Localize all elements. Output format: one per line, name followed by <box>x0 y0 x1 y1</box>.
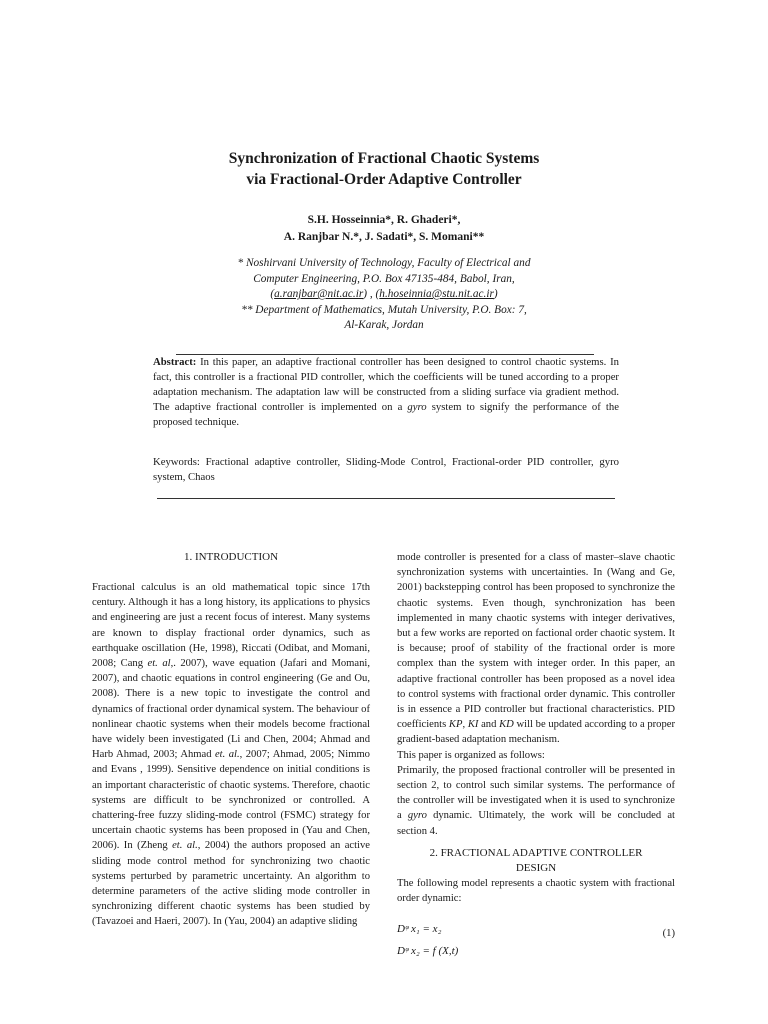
authors-line-2: A. Ranjbar N.*, J. Sadati*, S. Momani** <box>283 231 485 243</box>
email-link-1[interactable]: a.ranjbar@nit.ac.ir <box>274 288 364 300</box>
affil-emails <box>0 287 768 303</box>
coef-sep: , <box>462 719 468 731</box>
coef-and: and <box>478 719 500 731</box>
right-column <box>397 550 675 962</box>
title-line-1: Synchronization of Fractional Chaotic Systems <box>228 150 540 167</box>
coef-ki: KI <box>467 719 479 731</box>
intro-text-c: , 2007; Ahmad, 2005; Nimmo and Evans , 1999). Sensitive dependence on initial conditions is an important characteristic of chaotic systems. Therefore, chaotic systems are difficult to be synchronized or controlled. A chattering-free fuzzy sliding-mode control (FSMC) strategy for uncertain chaotic systems has been proposed in (Yau and Chen, 2006). In (Zheng <box>92 749 370 852</box>
coef-kd: KD <box>499 719 514 731</box>
abstract <box>153 355 619 430</box>
affiliations <box>0 256 768 334</box>
intro-text-d: , 2004) the authors proposed an active sliding mode control method for synchronizing two chaotic systems perturbed by parametric uncertainty. An algorithm to determine parameters of the active sliding mode controller in synchronizing different chaotic systems has been studied by (Tavazoei and Haeri, 2007). In (Yau, 2004) an adaptive sliding <box>92 840 370 928</box>
authors-line-1: S.H. Hosseinnia*, R. Ghaderi*, <box>307 214 461 226</box>
equation-1 <box>397 918 675 962</box>
paper-title <box>0 148 768 190</box>
right-gyro: gyro <box>407 810 427 822</box>
right-text-b: will be updated according to a proper gradient-based adaptation mechanism. <box>397 719 676 746</box>
equation-line-2: Dᵠ x₂ = f (X,t) <box>397 945 459 958</box>
left-column <box>92 550 370 930</box>
intro-text-a: Fractional calculus is an old mathematical topic since 17th century. Although it has a long history, its applications to physics and engineering are just a recent focus of interest. Many systems are known to display fractional order dynamics, such as earthquake oscillation (He, 1998), Riccati (Odibat, and Momani, 2008; Cang <box>92 582 370 670</box>
section-heading-2-line-1: 2. FRACTIONAL ADAPTIVE CONTROLLER <box>429 846 643 859</box>
section-heading-2 <box>397 846 675 876</box>
section-heading-2-line-2: DESIGN <box>515 861 557 874</box>
right-paragraph-3 <box>397 763 675 839</box>
affil-line-1: * Noshirvani University of Technology, Faculty of Electrical and <box>237 257 531 269</box>
abstract-label: Abstract: <box>153 356 197 368</box>
intro-text-b: ,. 2007), wave equation (Jafari and Momani, 2007), and chaotic equations in control engineering (Ge and Ou, 2008). There is a new topic to investigate the control and dynamics of fractional order dynamical system. The behaviour of nonlinear chaotic systems when their models become fractional have widely been investigated (Li and Chen, 2004; Ahmad and Harb Ahmad, 2003; Ahmad <box>92 658 370 761</box>
abstract-text-a: In this paper, an adaptive fractional controller has been designed to control chaotic systems. In fact, this controller is a fractional PID controller, which the coefficients will be tuned according to a proper adaptation mechanism. The adaptation law will be constructed from a sliding surface via gradient method. The adaptive fractional controller is implemented on a <box>153 356 619 413</box>
keywords: Keywords: Fractional adaptive controller, Sliding-Mode Control, Fractional-order PID controller, gyro system, Chaos <box>153 456 619 483</box>
email-separator: ) , ( <box>363 288 380 300</box>
abstract-gyro: gyro <box>407 401 427 413</box>
right-paragraph-4: The following model represents a chaotic system with fractional order dynamic: <box>397 877 675 905</box>
section-heading-introduction: 1. INTRODUCTION <box>183 551 279 563</box>
email-close: ) <box>493 288 498 300</box>
right-text-d: dynamic. Ultimately, the work will be concluded at section 4. <box>397 810 675 837</box>
right-paragraph-1 <box>397 550 675 748</box>
abstract-text-b: system to signify the performance of the proposed technique. <box>153 401 619 428</box>
equation-line-1: Dᵠ x₁ = x₂ <box>397 923 442 936</box>
equation-number: (1) <box>662 928 675 940</box>
authors <box>0 212 768 246</box>
intro-etal-1: et. al <box>147 658 171 670</box>
email-link-2[interactable]: h.hoseinnia@stu.nit.ac.ir <box>379 288 494 300</box>
affil-line-4: ** Department of Mathematics, Mutah University, P.O. Box: 7, <box>241 303 527 316</box>
intro-etal-3: et. al. <box>172 840 198 852</box>
intro-paragraph <box>92 580 370 930</box>
right-text-a: mode controller is presented for a class of master–slave chaotic synchronization systems with uncertainties. In (Wang and Ge, 2001) backstepping control has been proposed to synchronize the chaotic systems. Even though, synchronization has been implemented in many chaotic systems with integer derivatives, but a few works are reported on factional order chaotic system. It is because; proof of stability of the fractional order is more complex than the system with integer order. In this paper, an adaptive fractional controller has been proposed as a novel idea to control systems with fractional order dynamic. This controller is in essence a PID controller but fractional characteristics. PID coefficients <box>397 552 675 731</box>
intro-etal-2: et. al. <box>214 749 240 761</box>
affil-line-5: Al-Karak, Jordan <box>344 319 424 331</box>
abstract-bottom-rule <box>157 498 615 499</box>
affil-line-2: Computer Engineering, P.O. Box 47135-484, Babol, Iran, <box>253 272 515 285</box>
email-open: ( <box>270 288 275 300</box>
right-paragraph-2: This paper is organized as follows: <box>397 749 545 761</box>
coef-kp: KP <box>448 719 463 731</box>
right-text-c: Primarily, the proposed fractional controller will be presented in section 2, to control such similar systems. The performance of the controller will be investigated when it is used to synchronize a <box>397 764 675 822</box>
title-line-2: via Fractional-Order Adaptive Controller <box>246 171 522 188</box>
